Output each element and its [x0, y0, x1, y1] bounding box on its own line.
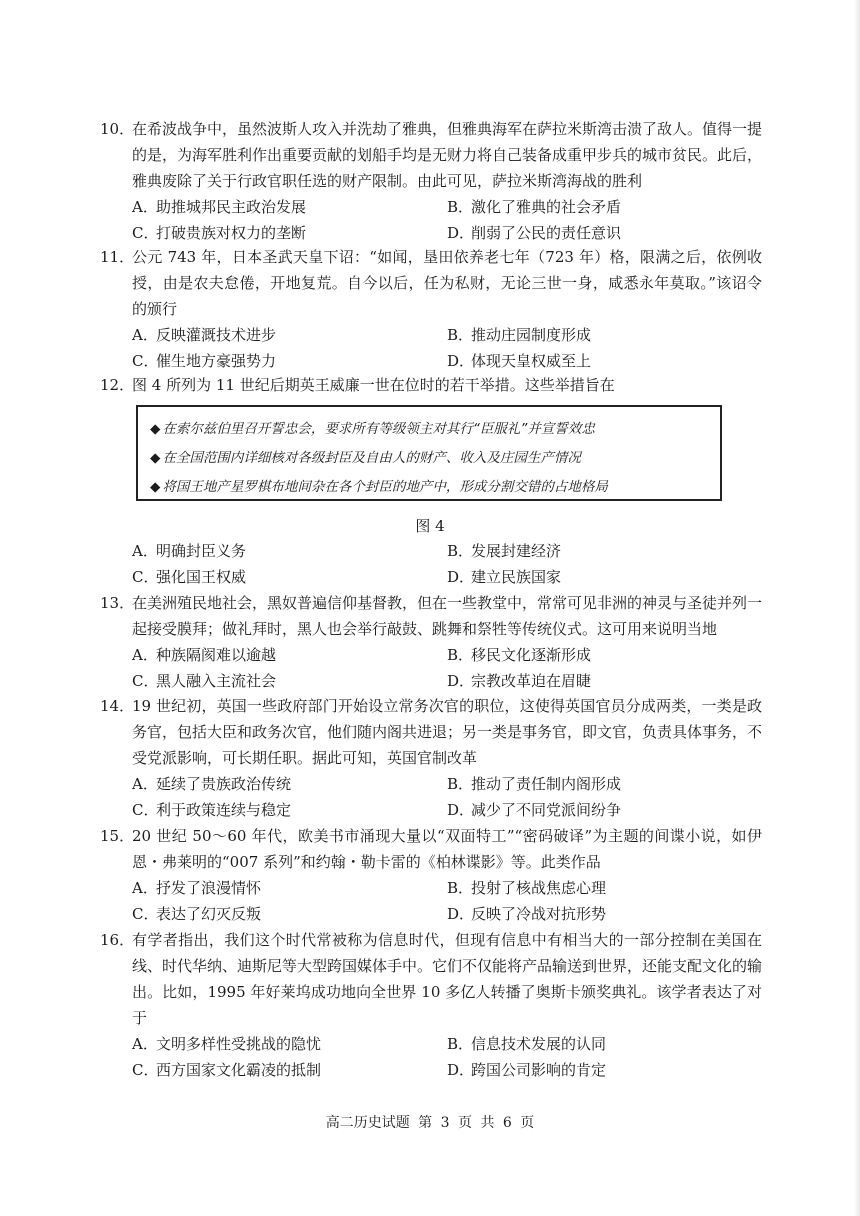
question-11: [0, 244, 860, 374]
figure-item: ◆ 在索尔兹伯里召开誓忠会，要求所有等级领主对其行“臣服礼”并宣誓效忠: [150, 421, 595, 437]
options: [132, 1031, 762, 1083]
option-a: A．助推城邦民主政治发展: [132, 198, 307, 216]
option-d: D．削弱了公民的责任意识: [447, 224, 622, 242]
question-text: 在希波战争中，虽然波斯人攻入并洗劫了雅典，但雅典海军在萨拉米斯湾击溃了敌人。值得一提的是，为海军胜利作出重要贡献的划船手均是无财力将自己装备成重甲步兵的城市贫民。此后，雅典废除了关于行政官职任选的财产限制。由此可见，萨拉米斯湾海战的胜利: [132, 120, 763, 190]
question-12: [0, 372, 860, 398]
question-stem: [100, 244, 762, 322]
option-d: D．宗教改革迫在眉睫: [447, 672, 592, 690]
page-footer: 高二历史试题 第 3 页 共 6 页: [325, 1115, 535, 1131]
question-number: 13．: [100, 594, 135, 612]
question-number: 14．: [100, 697, 135, 715]
option-a: A．明确封臣义务: [132, 542, 247, 560]
option-c: C．利于政策连续与稳定: [132, 801, 292, 819]
question-number: 12．: [100, 376, 135, 394]
option-a: A．文明多样性受挑战的隐忧: [132, 1035, 322, 1053]
question-number: 15．: [100, 827, 135, 845]
question-15: [0, 823, 860, 927]
question-number: 10．: [100, 120, 135, 138]
option-a: A．抒发了浪漫情怀: [132, 879, 262, 897]
question-number: 11．: [100, 248, 135, 266]
diamond-bullet-icon: ◆: [150, 450, 161, 466]
question-16: [0, 927, 860, 1083]
question-text: 图 4 所列为 11 世纪后期英王威廉一世在位时的若干举措。这些举措旨在: [132, 376, 615, 394]
option-c: C．表达了幻灭反叛: [132, 905, 262, 923]
question-stem: [100, 693, 763, 771]
option-c: C．黑人融入主流社会: [132, 672, 277, 690]
question-text: 20 世纪 50～60 年代，欧美书市涌现大量以“双面特工”“密码破译”为主题的间谍小说，如伊恩・弗莱明的“007 系列”和约翰・勒卡雷的《柏林谍影》等。此类作品: [132, 827, 762, 871]
question-stem: [100, 116, 763, 194]
question-text: 在美洲殖民地社会，黑奴普遍信仰基督教，但在一些教堂中，常常可见非洲的神灵与圣徒并列一起接受膜拜；做礼拜时，黑人也会举行敲鼓、跳舞和祭牲等传统仪式。这可用来说明当地: [132, 594, 763, 638]
question-stem: [100, 927, 763, 1031]
option-b: B．投射了核战焦虑心理: [447, 879, 607, 897]
question-text: 有学者指出，我们这个时代常被称为信息时代，但现有信息中有相当大的一部分控制在美国在线、时代华纳、迪斯尼等大型跨国媒体手中。它们不仅能将产品输送到世界，还能支配文化的输出。比如，1995 年好莱坞成功地向全世界 10 多亿人转播了奥斯卡颁奖典礼。该学者表达了对于: [132, 931, 763, 1027]
figure-4-box: [136, 405, 722, 501]
question-14: [0, 693, 860, 823]
option-c: C．西方国家文化霸凌的抵制: [132, 1061, 322, 1079]
question-12-options: [0, 538, 860, 590]
question-stem: [100, 590, 763, 642]
options: [132, 771, 762, 823]
option-d: D．跨国公司影响的肯定: [447, 1061, 607, 1079]
option-b: B．推动了责任制内阁形成: [447, 775, 622, 793]
option-a: A．反映灌溉技术进步: [132, 326, 277, 344]
question-stem: [100, 372, 762, 398]
option-b: B．信息技术发展的认同: [447, 1035, 607, 1053]
option-d: D．体现天皇权威至上: [447, 352, 592, 370]
option-d: D．建立民族国家: [447, 568, 562, 586]
question-text: 公元 743 年，日本圣武天皇下诏：“如闻，垦田依养老七年（723 年）格，限满之后，依例收授，由是农夫怠倦，开地复荒。自今以后，任为私财，无论三世一身，咸悉永年莫取。”该诏令的颁行: [132, 248, 762, 318]
option-b: B．激化了雅典的社会矛盾: [447, 198, 622, 216]
options: [132, 194, 762, 246]
option-b: B．推动庄园制度形成: [447, 326, 592, 344]
diamond-bullet-icon: ◆: [150, 479, 161, 495]
option-b: B．发展封建经济: [447, 542, 562, 560]
option-c: C．打破贵族对权力的垄断: [132, 224, 307, 242]
question-10: [0, 116, 860, 246]
option-d: D．减少了不同党派间纷争: [447, 801, 622, 819]
option-a: A．延续了贵族政治传统: [132, 775, 292, 793]
options: [132, 875, 762, 927]
question-number: 16．: [100, 931, 135, 949]
option-b: B．移民文化逐渐形成: [447, 646, 592, 664]
page-edge-shadow: [854, 0, 860, 1216]
diamond-bullet-icon: ◆: [150, 421, 161, 437]
option-c: C．强化国王权威: [132, 568, 247, 586]
option-d: D．反映了冷战对抗形势: [447, 905, 607, 923]
question-text: 19 世纪初，英国一些政府部门开始设立常务次官的职位，这使得英国官员分成两类，一类是政务官，包括大臣和政务次官，他们随内阁共进退；另一类是事务官，即文官，负责具体事务，不受党派影响，可长期任职。据此可知，英国官制改革: [132, 697, 763, 767]
figure-caption: 图 4: [415, 517, 445, 535]
options: [132, 538, 762, 590]
option-c: C．催生地方豪强势力: [132, 352, 277, 370]
figure-item: ◆ 在全国范围内详细核对各级封臣及自由人的财产、收入及庄园生产情况: [150, 450, 581, 466]
options: [132, 642, 762, 694]
figure-item: ◆ 将国王地产星罗棋布地间杂在各个封臣的地产中，形成分割交错的占地格局: [150, 479, 608, 495]
option-a: A．种族隔阂难以逾越: [132, 646, 277, 664]
options: [132, 322, 762, 374]
question-13: [0, 590, 860, 694]
question-stem: [100, 823, 762, 875]
